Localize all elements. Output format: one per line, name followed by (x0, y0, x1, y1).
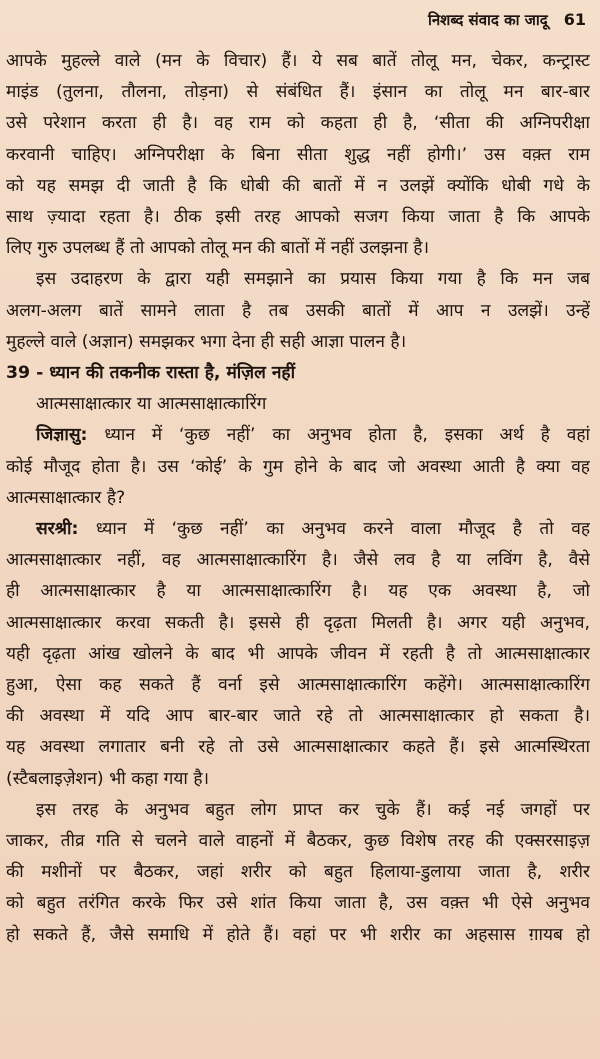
text-line: इस तरह के अनुभव बहुत लोग प्राप्त कर चुके हैं। कई नई जगहों पर (36, 799, 590, 820)
text-line: जाकर, तीव्र गति से चलने वाले वाहनों में बैठकर, कुछ विशेष तरह की एक्सरसाइज़ (6, 831, 590, 852)
text-line: की मशीनों पर बैठकर, जहां शरीर को बहुत हिलाया-डुलाया जाता है, शरीर (6, 862, 590, 883)
section-subheading: आत्मसाक्षात्कार या आत्मसाक्षात्कारिंग (36, 394, 267, 415)
text-line: हो सकते हैं, जैसे समाधि में होते हैं। वहां पर भी शरीर का अहसास ग़ायब हो (6, 924, 590, 945)
text-line: को यह समझ दी जाती है कि धोबी की बातों में न उलझें क्योंकि धोबी गधे के (6, 175, 590, 196)
questioner-label: जिज्ञासु: (36, 425, 88, 446)
section-heading: 39 - ध्यान की तकनीक रास्ता है, मंज़िल नहीं (6, 363, 296, 384)
text-line: आत्मसाक्षात्कार है? (6, 487, 126, 508)
text-line: की अवस्था में यदि आप बार-बार जाते रहे तो आत्मसाक्षात्कार हो सकता है। (6, 706, 590, 727)
answerer-label: सरश्री: (36, 519, 79, 540)
page-body (6, 46, 590, 951)
text-line: ही आत्मसाक्षात्कार है या आत्मसाक्षात्कारिंग है। यह एक अवस्था है, जो (6, 581, 590, 602)
text-line: करवानी चाहिए। अग्निपरीक्षा के बिना सीता शुद्ध नहीं होगी।’ उस वक़्त राम (6, 144, 590, 165)
running-header (0, 10, 586, 30)
text-line: को बहुत तरंगित करके फिर उसे शांत किया जाता है, उस वक़्त भी ऐसे अनुभव (6, 893, 590, 914)
text-line: माइंड (तुलना, तौलना, तोड़ना) से संबंधित हैं। इंसान का तोलू मन बार-बार (6, 82, 590, 103)
text-line: हुआ, ऐसा कह सकते हैं वर्ना इसे आत्मसाक्षात्कारिंग कहेंगे। आत्मसाक्षात्कारिंग (6, 675, 590, 696)
text-line: इस उदाहरण के द्वारा यही समझाने का प्रयास किया गया है कि मन जब (36, 269, 590, 290)
answer-line (6, 514, 590, 545)
answer-text: ध्यान में ‘कुछ नहीं’ का अनुभव करने वाला मौजूद है तो वह (78, 519, 590, 540)
question-text: ध्यान में ‘कुछ नहीं’ का अनुभव होता है, इसका अर्थ है वहां (87, 425, 590, 446)
text-line: आत्मसाक्षात्कार करवा सकती है। इससे ही दृढ़ता मिलती है। अगर यही अनुभव, (6, 612, 590, 633)
text-line: (स्टैबलाइज़ेशन) भी कहा गया है। (6, 768, 210, 789)
text-line: अलग-अलग बातें सामने लाता है तब उसकी बातों में आप न उलझें। उन्हें (6, 300, 590, 321)
page-number: 61 (563, 10, 586, 29)
text-line: कोई मौजूद होता है। उस ‘कोई’ के गुम होने के बाद जो अवस्था आती है क्या वह (6, 456, 590, 477)
text-line: यही दृढ़ता आंख खोलने के बाद भी आपके जीवन में रहती है तो आत्मसाक्षात्कार (6, 643, 590, 664)
question-line (6, 420, 590, 451)
text-line: साथ ज़्यादा रहता है। ठीक इसी तरह आपको सजग किया जाता है कि आपके (6, 207, 590, 228)
text-line: आपके मुहल्ले वाले (मन के विचार) हैं। ये सब बातें तोलू मन, चेकर, कन्ट्रास्ट (6, 51, 590, 71)
text-line: लिए गुरु उपलब्ध हैं तो आपको तोलू मन की बातों में नहीं उलझना है। (6, 238, 430, 259)
book-title: निशब्द संवाद का जादू (427, 11, 548, 29)
text-line: उसे परेशान करता ही है। वह राम को कहता ही है, ‘सीता की अग्निपरीक्षा (6, 113, 590, 134)
text-line: आत्मसाक्षात्कार नहीं, वह आत्मसाक्षात्कारिंग है। जैसे लव है या लविंग है, वैसे (6, 550, 590, 571)
text-line: मुहल्ले वाले (अज्ञान) समझकर भगा देना ही सही आज्ञा पालन है। (6, 331, 407, 352)
text-line: यह अवस्था लगातार बनी रहे तो उसे आत्मसाक्षात्कार कहते हैं। इसे आत्मस्थिरता (6, 737, 590, 758)
